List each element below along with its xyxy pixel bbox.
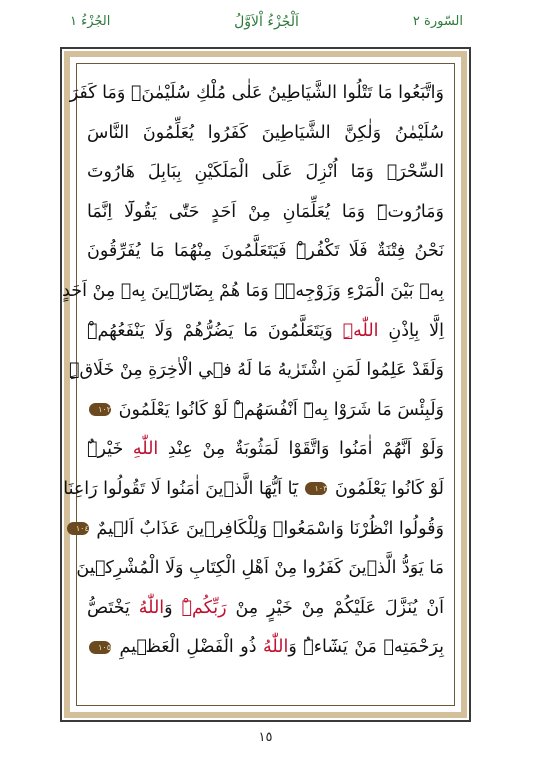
text-line — [75, 510, 448, 550]
verse-text: مَا يَوَدُّ الَّذ۪ينَ كَفَرُوا مِنْ اَهْلِ الْكِتَابِ وَلَا الْمُشْرِك۪ينَ — [76, 558, 444, 579]
text-line — [83, 232, 448, 272]
verse-text: وَقُولُوا انْظُرْنَا وَاسْمَعُواۜ وَلِلْكَافِر۪ينَ عَذَابٌ اَل۪يمٌ — [90, 518, 444, 539]
divine-name-text: اللّٰهِۜ — [342, 320, 379, 341]
text-line — [76, 549, 448, 589]
juz-label: الجُزْءُ ١ — [70, 14, 111, 29]
text-line — [83, 312, 448, 352]
quran-text — [62, 74, 448, 699]
text-line — [83, 153, 448, 193]
page-number: ١٥ — [258, 730, 273, 745]
text-line — [83, 628, 448, 668]
verse-text: لَوْ كَانُوا يَعْلَمُونَ — [329, 478, 444, 499]
page-header — [0, 14, 533, 48]
verse-text: اَنْ يُنَزَّلَ عَلَيْكُمْ مِنْ خَيْرٍ مِنْ — [226, 597, 445, 618]
text-line — [83, 430, 448, 470]
ayah-number-marker: ١٠٣ — [305, 482, 327, 495]
verse-text: يَٓا اَيُّهَا الَّذ۪ينَ اٰمَنُوا لَا تَقُولُوا رَاعِنَا — [63, 478, 304, 499]
ayah-number-marker: ١٠٤ — [67, 522, 89, 535]
verse-text: اِلَّا بِاِذْنِ — [378, 320, 444, 341]
verse-text: سُلَيْمٰنُ وَلٰكِنَّ الشَّيَاطِينَ كَفَرُوا يُعَلِّمُونَ النَّاسَ — [87, 122, 444, 143]
verse-text: وَاتَّبَعُوا مَا تَتْلُوا الشَّيَاطِينُ عَلٰى مُلْكِ سُلَيْمٰنَۚ وَمَا كَفَرَ — [69, 83, 444, 103]
verse-text: بِه۪ بَيْنَ الْمَرْءِ وَزَوْجِه۪ۜ وَمَا هُمْ بِضَٓارّ۪ينَ بِه۪ مِنْ اَحَدٍ — [62, 280, 444, 301]
text-line — [83, 391, 448, 431]
divine-name-text: اللّٰهِ — [132, 439, 159, 460]
verse-text: وَيَتَعَلَّمُونَ مَا يَضُرُّهُمْ وَلَا يَنْفَعُهُمْۜ — [87, 320, 343, 341]
juz-title: اَلْجُزْءُ اْلاَوَّلُ — [234, 14, 299, 30]
verse-text: وَلَقَدْ عَلِمُوا لَمَنِ اشْتَرٰيهُ مَا لَهُ ف۪ي الْاٰخِرَةِ مِنْ خَلَاقٍۜ — [68, 360, 444, 381]
verse-text: نَحْنُ فِتْنَةٌ فَلَا تَكْفُرْۜ فَيَتَعَلَّمُونَ مِنْهُمَا مَا يُفَرِّقُونَ — [87, 241, 444, 262]
verse-text: وَ — [164, 597, 182, 618]
text-panel — [62, 63, 455, 706]
verse-text: وَلَوْ اَنَّهُمْ اٰمَنُوا وَاتَّقَوْا لَمَثُوبَةٌ مِنْ عِنْدِ — [158, 439, 444, 460]
surah-label: السّورة ٢ — [412, 14, 463, 29]
ayah-number-marker: ١٠٥ — [89, 641, 111, 654]
verse-text: وَلَبِئْسَ مَا شَرَوْا بِه۪ٓ اَنْفُسَهُمْۜ لَوْ كَانُوا يَعْلَمُونَ — [113, 399, 444, 420]
page-frame — [60, 47, 471, 722]
ayah-number-marker: ١٠٢ — [89, 403, 111, 416]
verse-text: ذُو الْفَضْلِ الْعَظ۪يمِ — [113, 637, 263, 658]
text-line — [68, 351, 448, 391]
verse-text: وَمَارُوتَۜ وَمَا يُعَلِّمَانِ مِنْ اَحَدٍ حَتّٰى يَقُولَٓا اِنَّمَا — [87, 201, 444, 222]
verse-text: خَيْرٌۜ — [87, 439, 133, 460]
ornamental-border — [64, 51, 467, 718]
verse-text: يَخْتَصُّ — [87, 597, 139, 618]
text-line — [83, 193, 448, 233]
divine-name-text: رَبِّكُمْۜ — [181, 597, 227, 618]
text-line — [83, 589, 448, 629]
verse-text: بِرَحْمَتِه۪ مَنْ يَشَٓاءُۜ وَ — [288, 637, 444, 658]
text-line — [62, 272, 448, 312]
divine-name-text: اللّٰهُ — [262, 637, 289, 658]
text-line — [83, 114, 448, 154]
text-line — [63, 470, 448, 510]
divine-name-text: اللّٰهُ — [138, 597, 165, 618]
verse-text: السِّحْرَۗ وَمَٓا اُنْزِلَ عَلَى الْمَلَكَيْنِ بِبَابِلَ هَارُوتَ — [87, 162, 444, 183]
text-line — [69, 74, 448, 114]
